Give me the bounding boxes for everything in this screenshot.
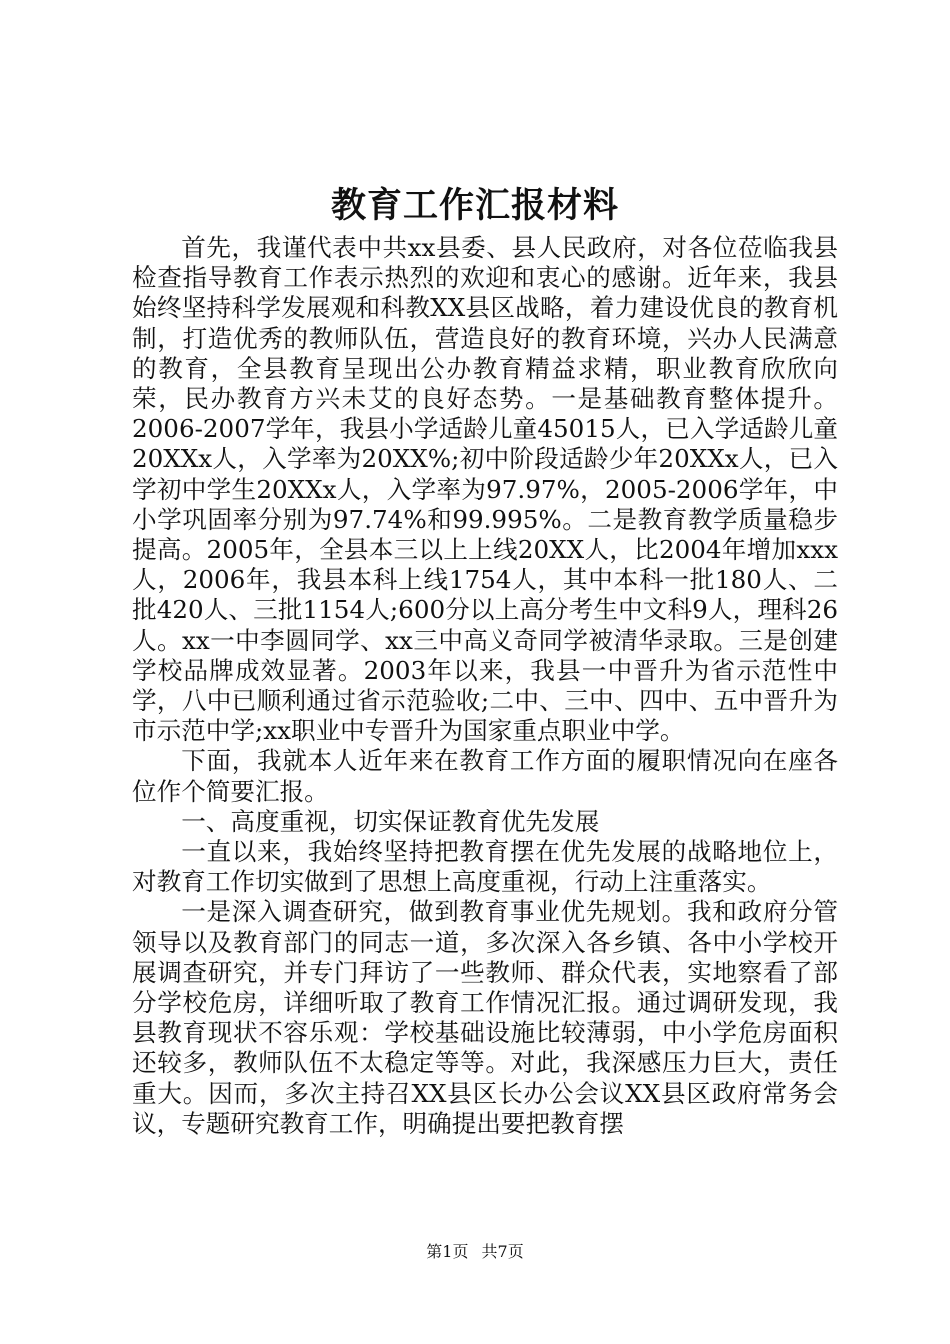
paragraph-priority: 一直以来，我始终坚持把教育摆在优先发展的战略地位上，对教育工作切实做到了思想上高度重视，行动上注重落实。	[132, 837, 838, 897]
section-heading-1: 一、高度重视，切实保证教育优先发展	[181, 806, 600, 836]
paragraph-intro: 首先，我谨代表中共xx县委、县人民政府，对各位莅临我县检查指导教育工作表示热烈的欢迎和衷心的感谢。近年来，我县始终坚持科学发展观和科教XX县区战略，着力建设优良的教育机制，打造优秀的教师队伍，营造良好的教育环境，兴办人民满意的教育，全县教育呈现出公办教育精益求精，职业教育欣欣向荣，民办教育方兴未艾的良好态势。一是基础教育整体提升。2006-2007学年，我县小学适龄儿童45015人，已入学适龄儿童20XXx人，入学率为20XX%;初中阶段适龄少年20XXx人，已入学初中学生20XXx人，入学率为97.97%，2005-2006学年，中小学巩固率分别为97.74%和99.995%。二是教育教学质量稳步提高。2005年，全县本三以上上线20XX人，比2004年增加xxx人，2006年，我县本科上线1754人，其中本科一批180人、二批420人、三批1154人;600分以上高分考生中文科9人，理科26人。xx一中李圆同学、xx三中高义奇同学被清华录取。三是创建学校品牌成效显著。2003年以来，我县一中晋升为省示范性中学，八中已顺利通过省示范验收;二中、三中、四中、五中晋升为市示范中学;xx职业中专晋升为国家重点职业中学。	[132, 233, 838, 746]
paragraph-report-intro: 下面，我就本人近年来在教育工作方面的履职情况向在座各位作个简要汇报。	[132, 746, 838, 806]
paragraph-research: 一是深入调查研究，做到教育事业优先规划。我和政府分管领导以及教育部门的同志一道，多次深入各乡镇、各中小学校开展调查研究，并专门拜访了一些教师、群众代表，实地察看了部分学校危房，详细听取了教育工作情况汇报。通过调研发现，我县教育现状不容乐观：学校基础设施比较薄弱，中小学危房面积还较多，教师队伍不太稳定等等。对此，我深感压力巨大，责任重大。因而，多次主持召XX县区长办公会议XX县区政府常务会议，专题研究教育工作，明确提出要把教育摆	[132, 897, 838, 1138]
document-title: 教育工作汇报材料	[330, 186, 619, 226]
document-body	[132, 233, 838, 1139]
page-number: 第1页	[426, 1242, 469, 1261]
page-footer	[0, 1242, 950, 1262]
page-total: 共7页	[481, 1242, 524, 1261]
